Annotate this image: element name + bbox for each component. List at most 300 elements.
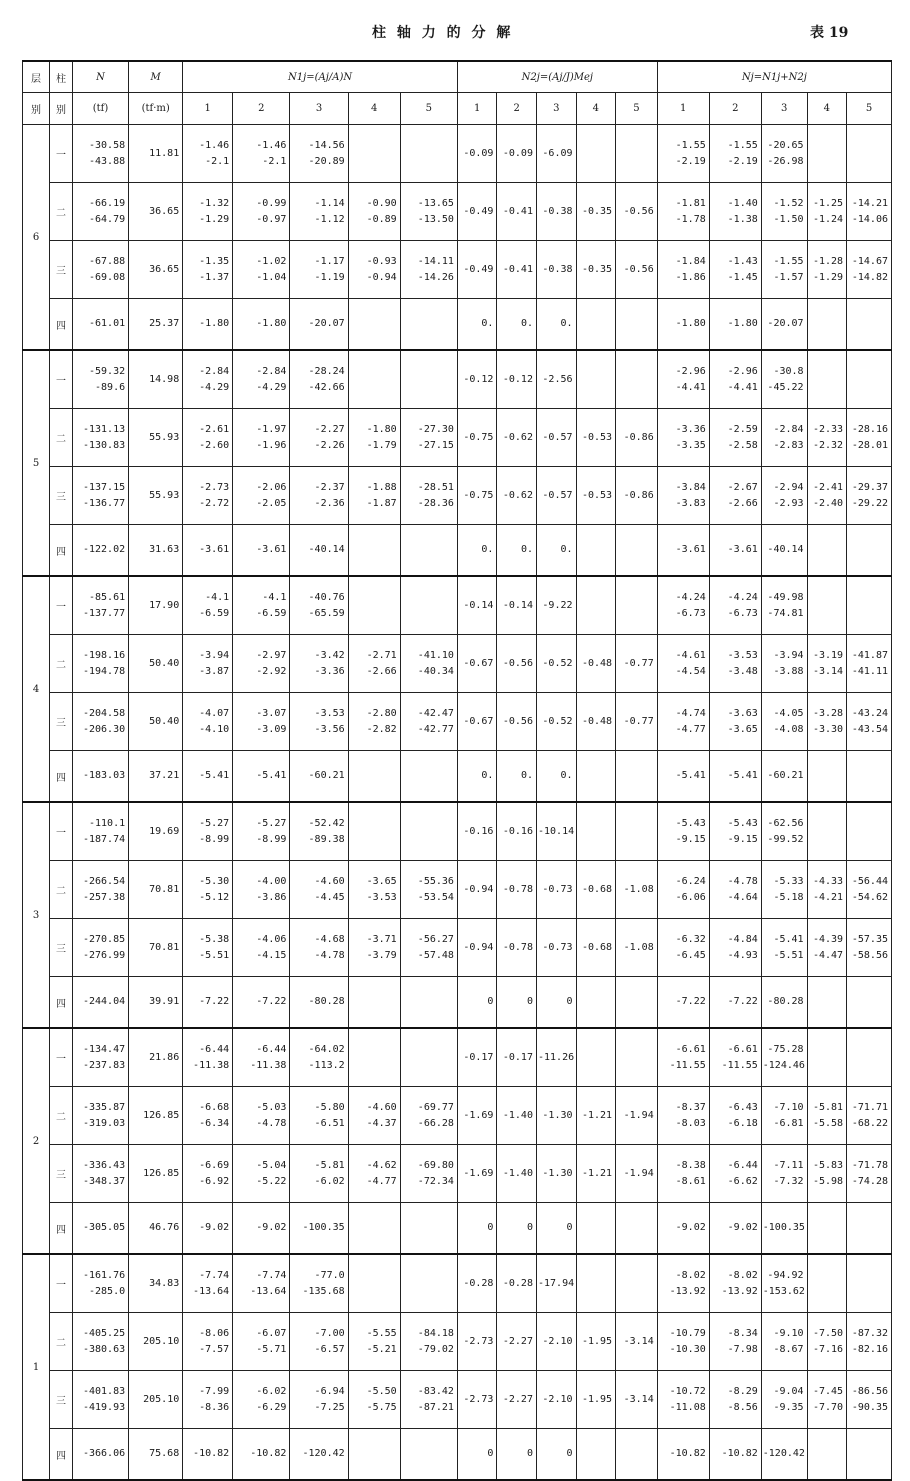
- header-sub-13: 4: [807, 93, 847, 125]
- nj-value-5: -29.37 -29.22: [847, 467, 892, 525]
- n1j-value-4: -5.55 -5.21: [348, 1313, 400, 1371]
- n1j-value-2: -6.02 -6.29: [233, 1371, 290, 1429]
- n2j-value-4: [576, 1028, 616, 1087]
- header-floor: 层: [23, 61, 50, 93]
- n2j-value-5: [616, 802, 658, 861]
- n-value: -198.16 -194.78: [72, 635, 128, 693]
- nj-value-4: -7.45 -7.70: [807, 1371, 847, 1429]
- nj-value-3: -1.55 -1.57: [761, 241, 807, 299]
- n2j-value-5: -0.77: [616, 693, 658, 751]
- nj-value-5: [847, 299, 892, 351]
- n2j-value-4: -0.53: [576, 409, 616, 467]
- n1j-value-3: -120.42: [290, 1429, 348, 1481]
- n1j-value-5: -55.36 -53.54: [400, 861, 457, 919]
- nj-value-4: -3.19 -3.14: [807, 635, 847, 693]
- n2j-value-4: -1.21: [576, 1145, 616, 1203]
- nj-value-2: -8.34 -7.98: [709, 1313, 761, 1371]
- n2j-value-5: -0.86: [616, 467, 658, 525]
- nj-value-5: [847, 1203, 892, 1255]
- table-row: [23, 467, 892, 525]
- column-label: 四: [50, 299, 73, 351]
- n1j-value-2: -10.82: [233, 1429, 290, 1481]
- n1j-value-2: -4.1 -6.59: [233, 576, 290, 635]
- n2j-value-3: -0.38: [536, 183, 576, 241]
- n-value: -66.19 -64.79: [72, 183, 128, 241]
- m-value: 126.85: [129, 1145, 183, 1203]
- header-m-unit: (tf·m): [129, 93, 183, 125]
- n2j-value-2: 0.: [497, 525, 537, 577]
- n1j-value-1: -1.46 -2.1: [183, 125, 233, 183]
- nj-value-2: -1.43 -1.45: [709, 241, 761, 299]
- nj-value-3: -49.98 -74.81: [761, 576, 807, 635]
- column-label: 二: [50, 1313, 73, 1371]
- n1j-value-2: -6.44 -11.38: [233, 1028, 290, 1087]
- n1j-value-5: [400, 1429, 457, 1481]
- n2j-value-3: -0.52: [536, 635, 576, 693]
- nj-value-5: -71.71 -68.22: [847, 1087, 892, 1145]
- column-label: 二: [50, 183, 73, 241]
- n1j-value-2: -4.06 -4.15: [233, 919, 290, 977]
- n2j-value-2: -0.12: [497, 350, 537, 409]
- n2j-value-5: [616, 977, 658, 1029]
- m-value: 55.93: [129, 467, 183, 525]
- n1j-value-3: -1.17 -1.19: [290, 241, 348, 299]
- header-n: N: [72, 61, 128, 93]
- nj-value-5: [847, 576, 892, 635]
- nj-value-1: -10.79 -10.30: [657, 1313, 709, 1371]
- m-value: 50.40: [129, 635, 183, 693]
- m-value: 75.68: [129, 1429, 183, 1481]
- table-row: [23, 1145, 892, 1203]
- n2j-value-4: [576, 751, 616, 803]
- column-label: 四: [50, 1429, 73, 1481]
- n-value: -305.05: [72, 1203, 128, 1255]
- header-n2j: N2j=(Aj/J)Mej: [457, 61, 657, 93]
- column-label: 三: [50, 241, 73, 299]
- n2j-value-1: -0.67: [457, 635, 497, 693]
- header-floor-2: 别: [23, 93, 50, 125]
- nj-value-4: [807, 751, 847, 803]
- column-label: 四: [50, 525, 73, 577]
- n1j-value-5: [400, 125, 457, 183]
- n2j-value-4: -0.68: [576, 919, 616, 977]
- column-label: 四: [50, 751, 73, 803]
- nj-value-2: -5.41: [709, 751, 761, 803]
- n1j-value-4: [348, 576, 400, 635]
- n1j-value-1: -5.41: [183, 751, 233, 803]
- nj-value-3: -2.84 -2.83: [761, 409, 807, 467]
- n1j-value-1: -7.22: [183, 977, 233, 1029]
- header-sub-4: 5: [400, 93, 457, 125]
- n2j-value-3: -0.57: [536, 409, 576, 467]
- n1j-value-2: -1.46 -2.1: [233, 125, 290, 183]
- nj-value-1: -10.82: [657, 1429, 709, 1481]
- n-value: -335.87 -319.03: [72, 1087, 128, 1145]
- n1j-value-2: -2.84 -4.29: [233, 350, 290, 409]
- header-sub-14: 5: [847, 93, 892, 125]
- n2j-value-3: -2.10: [536, 1313, 576, 1371]
- n2j-value-2: -0.17: [497, 1028, 537, 1087]
- n2j-value-4: -0.48: [576, 635, 616, 693]
- n2j-value-3: -0.73: [536, 861, 576, 919]
- table-row: [23, 299, 892, 351]
- n1j-value-3: -1.14 -1.12: [290, 183, 348, 241]
- n2j-value-1: -0.12: [457, 350, 497, 409]
- n-value: -85.61 -137.77: [72, 576, 128, 635]
- header-sub-3: 4: [348, 93, 400, 125]
- header-sub-8: 4: [576, 93, 616, 125]
- table-row: [23, 751, 892, 803]
- n1j-value-4: [348, 350, 400, 409]
- nj-value-4: [807, 350, 847, 409]
- n2j-value-2: -0.28: [497, 1254, 537, 1313]
- n-value: -183.03: [72, 751, 128, 803]
- n1j-value-3: -40.76 -65.59: [290, 576, 348, 635]
- header-col-2: 别: [50, 93, 73, 125]
- n1j-value-1: -1.80: [183, 299, 233, 351]
- n2j-value-2: -0.14: [497, 576, 537, 635]
- table-number: 表 19: [810, 25, 849, 41]
- n2j-value-2: 0.: [497, 299, 537, 351]
- n2j-value-4: [576, 576, 616, 635]
- table-row: [23, 919, 892, 977]
- n2j-value-1: 0.: [457, 525, 497, 577]
- nj-value-4: -1.25 -1.24: [807, 183, 847, 241]
- nj-value-1: -6.24 -6.06: [657, 861, 709, 919]
- n2j-value-3: 0: [536, 977, 576, 1029]
- n2j-value-5: -1.94: [616, 1087, 658, 1145]
- m-value: 70.81: [129, 919, 183, 977]
- nj-value-3: -75.28 -124.46: [761, 1028, 807, 1087]
- header-sub-6: 2: [497, 93, 537, 125]
- header-col: 柱: [50, 61, 73, 93]
- m-value: 70.81: [129, 861, 183, 919]
- column-label: 一: [50, 1254, 73, 1313]
- nj-value-2: -3.63 -3.65: [709, 693, 761, 751]
- n1j-value-4: [348, 1429, 400, 1481]
- n1j-value-5: -41.10 -40.34: [400, 635, 457, 693]
- n1j-value-2: -7.22: [233, 977, 290, 1029]
- nj-value-5: -86.56 -90.35: [847, 1371, 892, 1429]
- n1j-value-3: -4.68 -4.78: [290, 919, 348, 977]
- nj-value-1: -6.61 -11.55: [657, 1028, 709, 1087]
- nj-value-3: -30.8 -45.22: [761, 350, 807, 409]
- nj-value-1: -1.80: [657, 299, 709, 351]
- n1j-value-5: -56.27 -57.48: [400, 919, 457, 977]
- nj-value-3: -94.92 -153.62: [761, 1254, 807, 1313]
- m-value: 14.98: [129, 350, 183, 409]
- nj-value-4: [807, 299, 847, 351]
- n1j-value-3: -2.27 -2.26: [290, 409, 348, 467]
- n-value: -405.25 -380.63: [72, 1313, 128, 1371]
- n1j-value-1: -1.35 -1.37: [183, 241, 233, 299]
- nj-value-5: [847, 802, 892, 861]
- column-label: 四: [50, 977, 73, 1029]
- n1j-value-3: -100.35: [290, 1203, 348, 1255]
- nj-value-1: -6.32 -6.45: [657, 919, 709, 977]
- nj-value-2: -3.53 -3.48: [709, 635, 761, 693]
- n2j-value-5: -3.14: [616, 1313, 658, 1371]
- n1j-value-1: -1.32 -1.29: [183, 183, 233, 241]
- n2j-value-1: -1.69: [457, 1087, 497, 1145]
- n1j-value-3: -77.0 -135.68: [290, 1254, 348, 1313]
- n-value: -59.32 -89.6: [72, 350, 128, 409]
- nj-value-3: -7.10 -6.81: [761, 1087, 807, 1145]
- nj-value-5: -56.44 -54.62: [847, 861, 892, 919]
- column-label: 二: [50, 409, 73, 467]
- n1j-value-5: [400, 525, 457, 577]
- n1j-value-4: -1.80 -1.79: [348, 409, 400, 467]
- nj-value-5: [847, 350, 892, 409]
- n2j-value-4: -0.48: [576, 693, 616, 751]
- nj-value-1: -2.96 -4.41: [657, 350, 709, 409]
- table-row: [23, 1429, 892, 1481]
- n1j-value-4: [348, 1203, 400, 1255]
- n1j-value-4: [348, 125, 400, 183]
- n2j-value-5: -3.14: [616, 1371, 658, 1429]
- nj-value-5: -57.35 -58.56: [847, 919, 892, 977]
- n2j-value-3: -0.57: [536, 467, 576, 525]
- n1j-value-4: [348, 1254, 400, 1313]
- nj-value-2: -2.96 -4.41: [709, 350, 761, 409]
- m-value: 50.40: [129, 693, 183, 751]
- nj-value-3: -7.11 -7.32: [761, 1145, 807, 1203]
- n1j-value-4: [348, 802, 400, 861]
- m-value: 46.76: [129, 1203, 183, 1255]
- m-value: 205.10: [129, 1313, 183, 1371]
- n1j-value-1: -2.73 -2.72: [183, 467, 233, 525]
- n1j-value-3: -5.80 -6.51: [290, 1087, 348, 1145]
- n2j-value-1: -0.75: [457, 467, 497, 525]
- header-n1j: N1j=(Aj/A)N: [183, 61, 458, 93]
- n2j-value-4: [576, 1203, 616, 1255]
- nj-value-2: -6.44 -6.62: [709, 1145, 761, 1203]
- column-label: 二: [50, 861, 73, 919]
- n2j-value-2: -2.27: [497, 1313, 537, 1371]
- n2j-value-3: -1.30: [536, 1087, 576, 1145]
- n1j-value-2: -6.07 -5.71: [233, 1313, 290, 1371]
- n1j-value-2: -9.02: [233, 1203, 290, 1255]
- n1j-value-4: -3.71 -3.79: [348, 919, 400, 977]
- nj-value-4: -1.28 -1.29: [807, 241, 847, 299]
- n1j-value-3: -40.14: [290, 525, 348, 577]
- nj-value-4: [807, 977, 847, 1029]
- nj-value-2: -6.61 -11.55: [709, 1028, 761, 1087]
- n-value: -110.1 -187.74: [72, 802, 128, 861]
- n2j-value-5: -0.56: [616, 241, 658, 299]
- n1j-value-5: -27.30 -27.15: [400, 409, 457, 467]
- table-row: [23, 693, 892, 751]
- n2j-value-4: [576, 802, 616, 861]
- n2j-value-4: [576, 525, 616, 577]
- nj-value-3: -4.05 -4.08: [761, 693, 807, 751]
- nj-value-1: -4.74 -4.77: [657, 693, 709, 751]
- n1j-value-4: -0.90 -0.89: [348, 183, 400, 241]
- n2j-value-2: -0.16: [497, 802, 537, 861]
- n1j-value-1: -8.06 -7.57: [183, 1313, 233, 1371]
- nj-value-5: [847, 1254, 892, 1313]
- n1j-value-1: -7.99 -8.36: [183, 1371, 233, 1429]
- nj-value-1: -4.24 -6.73: [657, 576, 709, 635]
- n2j-value-5: [616, 751, 658, 803]
- nj-value-3: -1.52 -1.50: [761, 183, 807, 241]
- table-row: [23, 1254, 892, 1313]
- n1j-value-5: [400, 576, 457, 635]
- nj-value-4: -2.41 -2.40: [807, 467, 847, 525]
- nj-value-2: -1.55 -2.19: [709, 125, 761, 183]
- n2j-value-5: [616, 1254, 658, 1313]
- n2j-value-3: 0.: [536, 751, 576, 803]
- n2j-value-4: [576, 1429, 616, 1481]
- n2j-value-4: -0.53: [576, 467, 616, 525]
- n1j-value-3: -6.94 -7.25: [290, 1371, 348, 1429]
- nj-value-3: -2.94 -2.93: [761, 467, 807, 525]
- nj-value-2: -3.61: [709, 525, 761, 577]
- n-value: -30.58 -43.88: [72, 125, 128, 183]
- header-sub-2: 3: [290, 93, 348, 125]
- n2j-value-5: [616, 125, 658, 183]
- n1j-value-4: -2.80 -2.82: [348, 693, 400, 751]
- n-value: -366.06: [72, 1429, 128, 1481]
- n2j-value-1: 0: [457, 1429, 497, 1481]
- n2j-value-5: -0.77: [616, 635, 658, 693]
- nj-value-5: -41.87 -41.11: [847, 635, 892, 693]
- column-label: 一: [50, 802, 73, 861]
- n1j-value-5: [400, 977, 457, 1029]
- table-row: [23, 1203, 892, 1255]
- n2j-value-5: [616, 525, 658, 577]
- n1j-value-5: -14.11 -14.26: [400, 241, 457, 299]
- nj-value-2: -7.22: [709, 977, 761, 1029]
- header-sub-9: 5: [616, 93, 658, 125]
- nj-value-3: -40.14: [761, 525, 807, 577]
- nj-value-2: -4.78 -4.64: [709, 861, 761, 919]
- n2j-value-4: [576, 350, 616, 409]
- n1j-value-4: -4.62 -4.77: [348, 1145, 400, 1203]
- n1j-value-4: -5.50 -5.75: [348, 1371, 400, 1429]
- n1j-value-4: -2.71 -2.66: [348, 635, 400, 693]
- n2j-value-1: -1.69: [457, 1145, 497, 1203]
- n1j-value-1: -7.74 -13.64: [183, 1254, 233, 1313]
- nj-value-5: -71.78 -74.28: [847, 1145, 892, 1203]
- nj-value-1: -10.72 -11.08: [657, 1371, 709, 1429]
- n1j-value-2: -5.04 -5.22: [233, 1145, 290, 1203]
- floor-label: 1: [23, 1254, 50, 1480]
- table-row: [23, 183, 892, 241]
- nj-value-3: -5.41 -5.51: [761, 919, 807, 977]
- n1j-value-1: -4.1 -6.59: [183, 576, 233, 635]
- m-value: 37.21: [129, 751, 183, 803]
- n-value: -122.02: [72, 525, 128, 577]
- axial-force-table: [22, 60, 892, 1481]
- nj-value-2: -10.82: [709, 1429, 761, 1481]
- nj-value-5: [847, 1028, 892, 1087]
- nj-value-5: -28.16 -28.01: [847, 409, 892, 467]
- nj-value-1: -3.84 -3.83: [657, 467, 709, 525]
- nj-value-4: [807, 1429, 847, 1481]
- n2j-value-4: -0.35: [576, 183, 616, 241]
- m-value: 11.81: [129, 125, 183, 183]
- n1j-value-1: -5.27 -8.99: [183, 802, 233, 861]
- n1j-value-4: -0.93 -0.94: [348, 241, 400, 299]
- column-label: 一: [50, 1028, 73, 1087]
- table-row: [23, 409, 892, 467]
- n-value: -131.13 -130.83: [72, 409, 128, 467]
- n1j-value-3: -3.42 -3.36: [290, 635, 348, 693]
- n1j-value-5: -69.77 -66.28: [400, 1087, 457, 1145]
- n2j-value-3: 0: [536, 1203, 576, 1255]
- n1j-value-4: [348, 1028, 400, 1087]
- n2j-value-2: -0.41: [497, 241, 537, 299]
- nj-value-5: [847, 751, 892, 803]
- n2j-value-1: -0.16: [457, 802, 497, 861]
- nj-value-2: -1.80: [709, 299, 761, 351]
- nj-value-2: -9.02: [709, 1203, 761, 1255]
- nj-value-1: -5.41: [657, 751, 709, 803]
- n1j-value-4: [348, 977, 400, 1029]
- nj-value-3: -5.33 -5.18: [761, 861, 807, 919]
- n2j-value-3: -0.73: [536, 919, 576, 977]
- n2j-value-1: -0.67: [457, 693, 497, 751]
- n2j-value-1: -0.94: [457, 919, 497, 977]
- header-sub-5: 1: [457, 93, 497, 125]
- n2j-value-2: -0.78: [497, 861, 537, 919]
- table-row: [23, 1087, 892, 1145]
- column-label: 三: [50, 693, 73, 751]
- nj-value-2: -4.84 -4.93: [709, 919, 761, 977]
- nj-value-3: -62.56 -99.52: [761, 802, 807, 861]
- nj-value-5: [847, 125, 892, 183]
- n2j-value-1: -0.94: [457, 861, 497, 919]
- n-value: -204.58 -206.30: [72, 693, 128, 751]
- nj-value-1: -4.61 -4.54: [657, 635, 709, 693]
- m-value: 19.69: [129, 802, 183, 861]
- n1j-value-4: -4.60 -4.37: [348, 1087, 400, 1145]
- n2j-value-2: -0.09: [497, 125, 537, 183]
- nj-value-4: -5.81 -5.58: [807, 1087, 847, 1145]
- table-row: [23, 1028, 892, 1087]
- n2j-value-2: 0: [497, 1203, 537, 1255]
- n2j-value-5: -1.08: [616, 919, 658, 977]
- n1j-value-5: -69.80 -72.34: [400, 1145, 457, 1203]
- header-nj: Nj=N1j+N2j: [657, 61, 891, 93]
- page-title: 柱 轴 力 的 分 解: [372, 25, 514, 41]
- header-sub-1: 2: [233, 93, 290, 125]
- n1j-value-1: -2.84 -4.29: [183, 350, 233, 409]
- n-value: -137.15 -136.77: [72, 467, 128, 525]
- n1j-value-3: -28.24 -42.66: [290, 350, 348, 409]
- n1j-value-2: -1.02 -1.04: [233, 241, 290, 299]
- n2j-value-2: -0.56: [497, 635, 537, 693]
- nj-value-4: [807, 802, 847, 861]
- n1j-value-3: -5.81 -6.02: [290, 1145, 348, 1203]
- n2j-value-4: -0.35: [576, 241, 616, 299]
- n2j-value-5: [616, 350, 658, 409]
- n1j-value-1: -5.38 -5.51: [183, 919, 233, 977]
- nj-value-3: -60.21: [761, 751, 807, 803]
- n2j-value-5: -1.94: [616, 1145, 658, 1203]
- n2j-value-5: [616, 1028, 658, 1087]
- nj-value-1: -9.02: [657, 1203, 709, 1255]
- column-label: 三: [50, 1371, 73, 1429]
- n2j-value-4: -1.95: [576, 1371, 616, 1429]
- n2j-value-4: -0.68: [576, 861, 616, 919]
- n2j-value-2: 0: [497, 1429, 537, 1481]
- table-row: [23, 1313, 892, 1371]
- m-value: 31.63: [129, 525, 183, 577]
- n1j-value-3: -64.02 -113.2: [290, 1028, 348, 1087]
- n1j-value-3: -60.21: [290, 751, 348, 803]
